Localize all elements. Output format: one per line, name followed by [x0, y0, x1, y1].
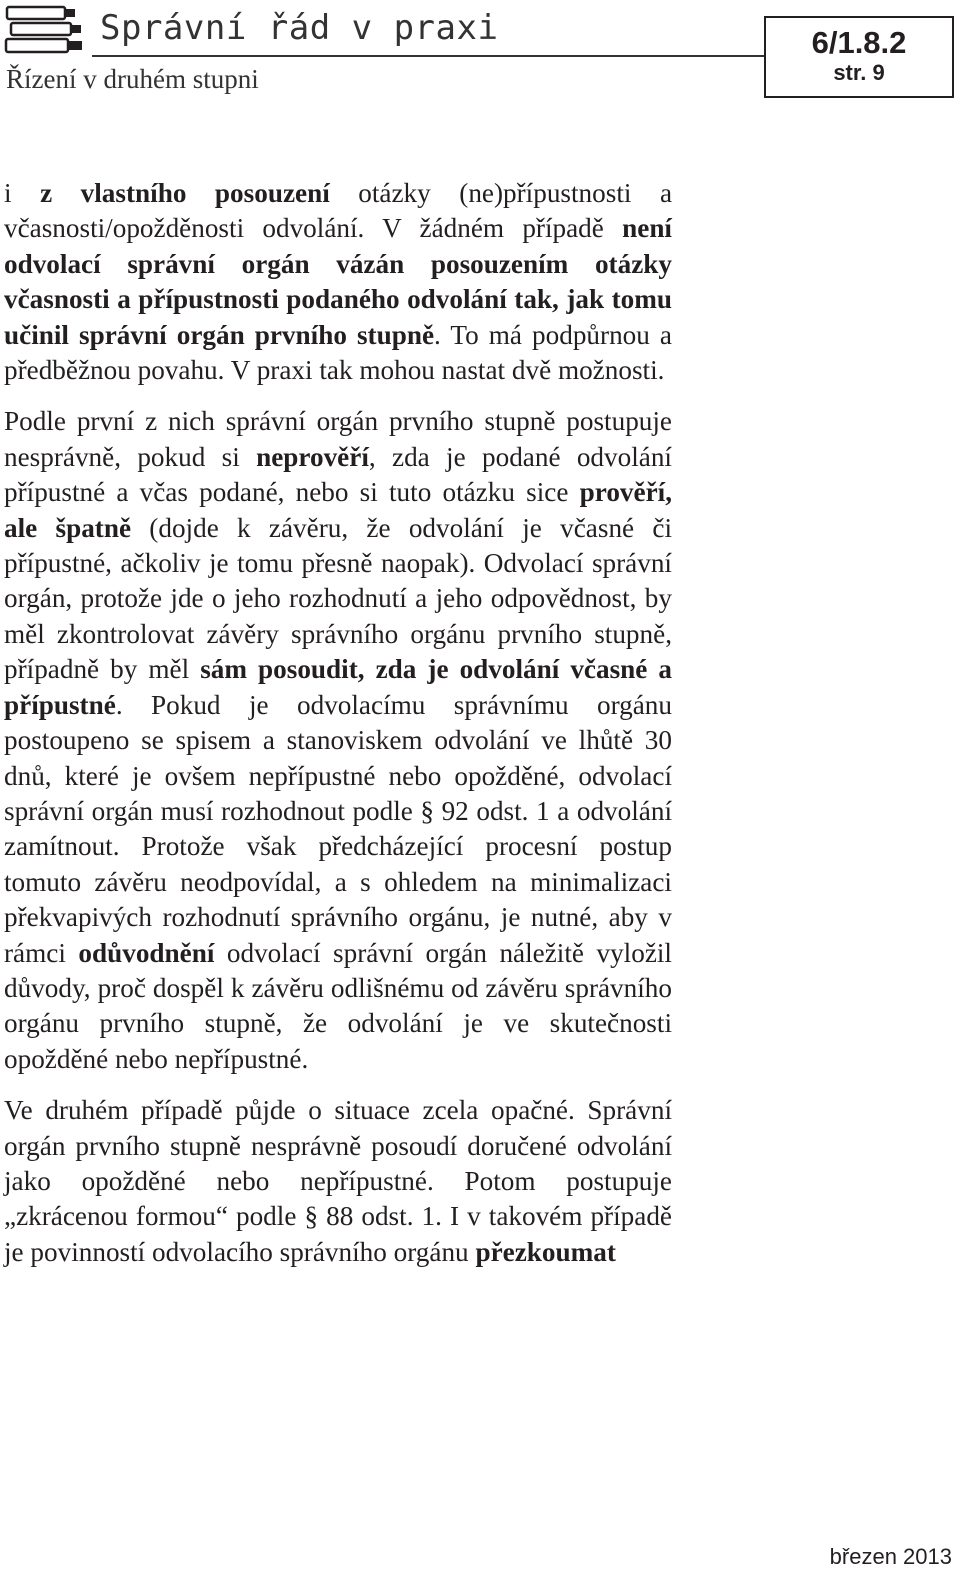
header-rule — [92, 55, 764, 57]
emphasis-text: přezkoumat — [475, 1236, 616, 1267]
publication-title: Správní řád v praxi — [100, 8, 499, 48]
emphasis-text: odůvodnění — [78, 937, 215, 968]
emphasis-text: neprověří — [256, 441, 369, 472]
emphasis-text: sám posoudit, zda je odvolání včasné a přípustné — [4, 654, 672, 720]
text-run: . To má podpůrnou a předběžnou povahu. V praxi tak mohou nastat dvě možnosti. — [4, 319, 672, 386]
emphasis-text: prověří, ale špatně — [4, 477, 672, 543]
text-run: (dojde k závěru, že odvolání je včasné či přípustné, ačkoliv je tomu přesně naopak). Odvolací správní orgán, protože jde o jeho rozhodnutí a jeho odpovědnost, by měl zkontrolovat závěry správního orgánu prvního stupně, případně by měl — [4, 512, 673, 685]
footer-date: březen 2013 — [829, 1544, 952, 1569]
page-number: str. 9 — [833, 60, 885, 85]
emphasis-text: není odvolací správní orgán vázán posouzením otázky včasnosti a přípustnosti podaného odvolání tak, jak tomu učinil správní orgán prvního stupně — [4, 213, 672, 350]
text-run: odvolací správní orgán náležitě vyložil důvody, proč dospěl k závěru odlišnému od závěru správního orgánu prvního stupně, že odvolání je ve skutečnosti opožděné nebo nepřípustné. — [4, 937, 672, 1074]
books-icon — [4, 5, 86, 55]
text-run: , zda je podané odvolání přípustné a včas podané, nebo si tuto otázku sice — [4, 441, 672, 508]
chapter-subtitle: Řízení v druhém stupni — [6, 64, 259, 94]
section-code: 6/1.8.2 — [811, 25, 907, 60]
paragraph — [4, 176, 672, 388]
text-run: otázky (ne)přípustnosti a včasnosti/opožděnosti odvolání. V žádném případě — [4, 178, 673, 244]
paragraph — [4, 404, 672, 1077]
text-run: i — [4, 178, 41, 208]
page-header — [0, 0, 960, 110]
article-body — [4, 176, 672, 1286]
emphasis-text: z vlastního posouzení — [40, 178, 330, 208]
text-run: . Pokud je odvolacímu správnímu orgánu postoupeno se spisem a stanoviskem odvolání ve lhůtě 30 dnů, které je ovšem nepřípustné nebo opožděné, odvolací správní orgán musí rozhodnout podle § 92 odst. 1 a odvolání zamítnout. Protože však předcházející procesní postup tomuto závěru neodpovídal, a s ohledem na minimalizaci překvapivých rozhodnutí správního orgánu, je nutné, aby v rámci — [4, 689, 672, 968]
text-run: Ve druhém případě půjde o situace zcela opačné. Správní orgán prvního stupně nesprávně posoudí doručené odvolání jako opožděné nebo nepřípustné. Potom postupuje „zkrácenou formou“ podle § 88 odst. 1. I v takovém případě je povinností odvolacího správního orgánu — [4, 1095, 672, 1267]
text-run: Podle první z nich správní orgán prvního stupně postupuje nesprávně, pokud si — [4, 406, 672, 472]
paragraph — [4, 1093, 672, 1270]
section-box — [764, 16, 954, 98]
